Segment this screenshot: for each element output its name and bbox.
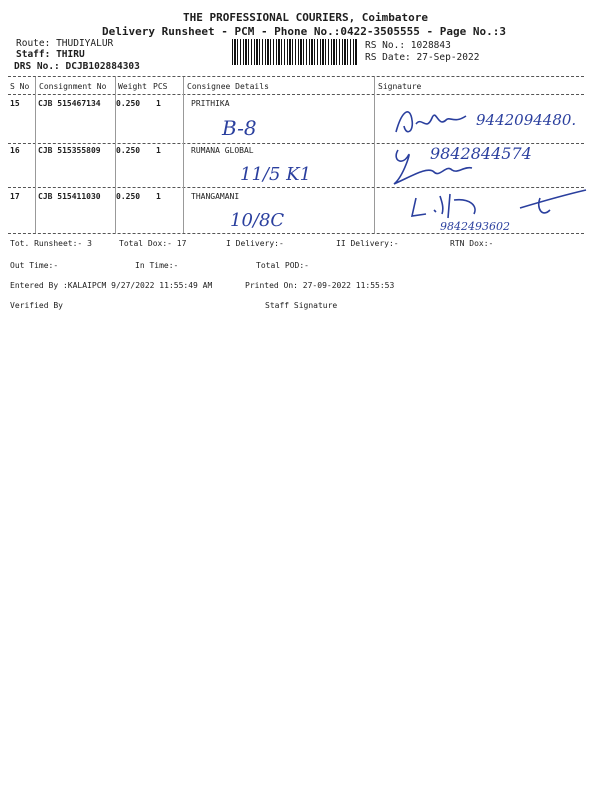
ii-delivery: II Delivery:-	[336, 239, 399, 248]
col-divider	[374, 77, 375, 233]
row-sno: 16	[10, 146, 20, 155]
handwritten-note: B-8	[222, 116, 257, 140]
col-header-sno: S No	[10, 82, 30, 91]
route-value: THUDIYALUR	[56, 38, 114, 49]
signature-scribble	[392, 102, 472, 142]
row-consignee: RUMANA GLOBAL	[191, 146, 254, 155]
drs-label: DRS No.:	[14, 61, 60, 72]
row-consignment: CJB 515355809	[38, 146, 101, 155]
out-time: Out Time:-	[10, 261, 59, 270]
runsheet-subtitle: Delivery Runsheet - PCM - Phone No.:0422-3505555 - Page No.:3	[102, 25, 506, 38]
rs-date-value: 27-Sep-2022	[416, 52, 480, 63]
route-label: Route:	[16, 38, 51, 49]
row-weight: 0.250	[116, 192, 141, 201]
signature-phone: 9442094480.	[476, 111, 577, 129]
signature-phone: 9842493602	[440, 220, 510, 233]
rs-no-label: RS No.:	[365, 40, 406, 51]
row-consignee: PRITHIKA	[191, 99, 230, 108]
row-consignee: THANGAMANI	[191, 192, 240, 201]
verified-by: Verified By	[10, 301, 63, 310]
route-line	[16, 38, 113, 49]
staff-signature: Staff Signature	[265, 301, 338, 310]
table-top-rule	[8, 76, 584, 77]
col-header-signature: Signature	[378, 82, 422, 91]
staff-line	[16, 49, 85, 60]
header-bottom-rule	[8, 94, 584, 95]
handwritten-note: 10/8C	[230, 210, 285, 231]
row-weight: 0.250	[116, 99, 141, 108]
rs-date-label: RS Date:	[365, 52, 411, 63]
rs-date-line	[365, 52, 479, 63]
drs-value: DCJB102884303	[65, 61, 140, 72]
col-header-weight: Weight	[118, 82, 147, 91]
i-delivery: I Delivery:-	[226, 239, 284, 248]
in-time: In Time:-	[135, 261, 179, 270]
rtn-dox: RTN Dox:-	[450, 239, 494, 248]
row-consignment: CJB 515467134	[38, 99, 101, 108]
entered-by: Entered By :KALAIPCM 9/27/2022 11:55:49 AM	[10, 281, 213, 290]
staff-value: THIRU	[56, 49, 85, 60]
row-sno: 15	[10, 99, 20, 108]
handwritten-note: 11/5 K1	[240, 164, 312, 185]
company-title: THE PROFESSIONAL COURIERS, Coimbatore	[183, 11, 429, 24]
total-dox: Total Dox:- 17	[119, 239, 187, 248]
row-pcs: 1	[156, 146, 161, 155]
col-divider	[35, 77, 36, 233]
staff-label: Staff:	[16, 49, 51, 60]
row-sno: 17	[10, 192, 20, 201]
col-header-pcs: PCS	[153, 82, 168, 91]
barcode-image	[232, 39, 358, 65]
signature-phone: 9842844574	[430, 144, 532, 163]
row-weight: 0.250	[116, 146, 141, 155]
total-runsheet: Tot. Runsheet:- 3	[10, 239, 92, 248]
row-pcs: 1	[156, 99, 161, 108]
total-pod: Total POD:-	[256, 261, 309, 270]
rs-no-value: 1028843	[410, 40, 451, 51]
col-header-consignee: Consignee Details	[187, 82, 269, 91]
col-header-consignment: Consignment No	[39, 82, 107, 91]
rs-no-line	[365, 40, 451, 51]
col-divider	[183, 77, 184, 233]
printed-on: Printed On: 27-09-2022 11:55:53	[245, 281, 395, 290]
drs-line	[14, 61, 140, 72]
row-pcs: 1	[156, 192, 161, 201]
row-consignment: CJB 515411030	[38, 192, 101, 201]
